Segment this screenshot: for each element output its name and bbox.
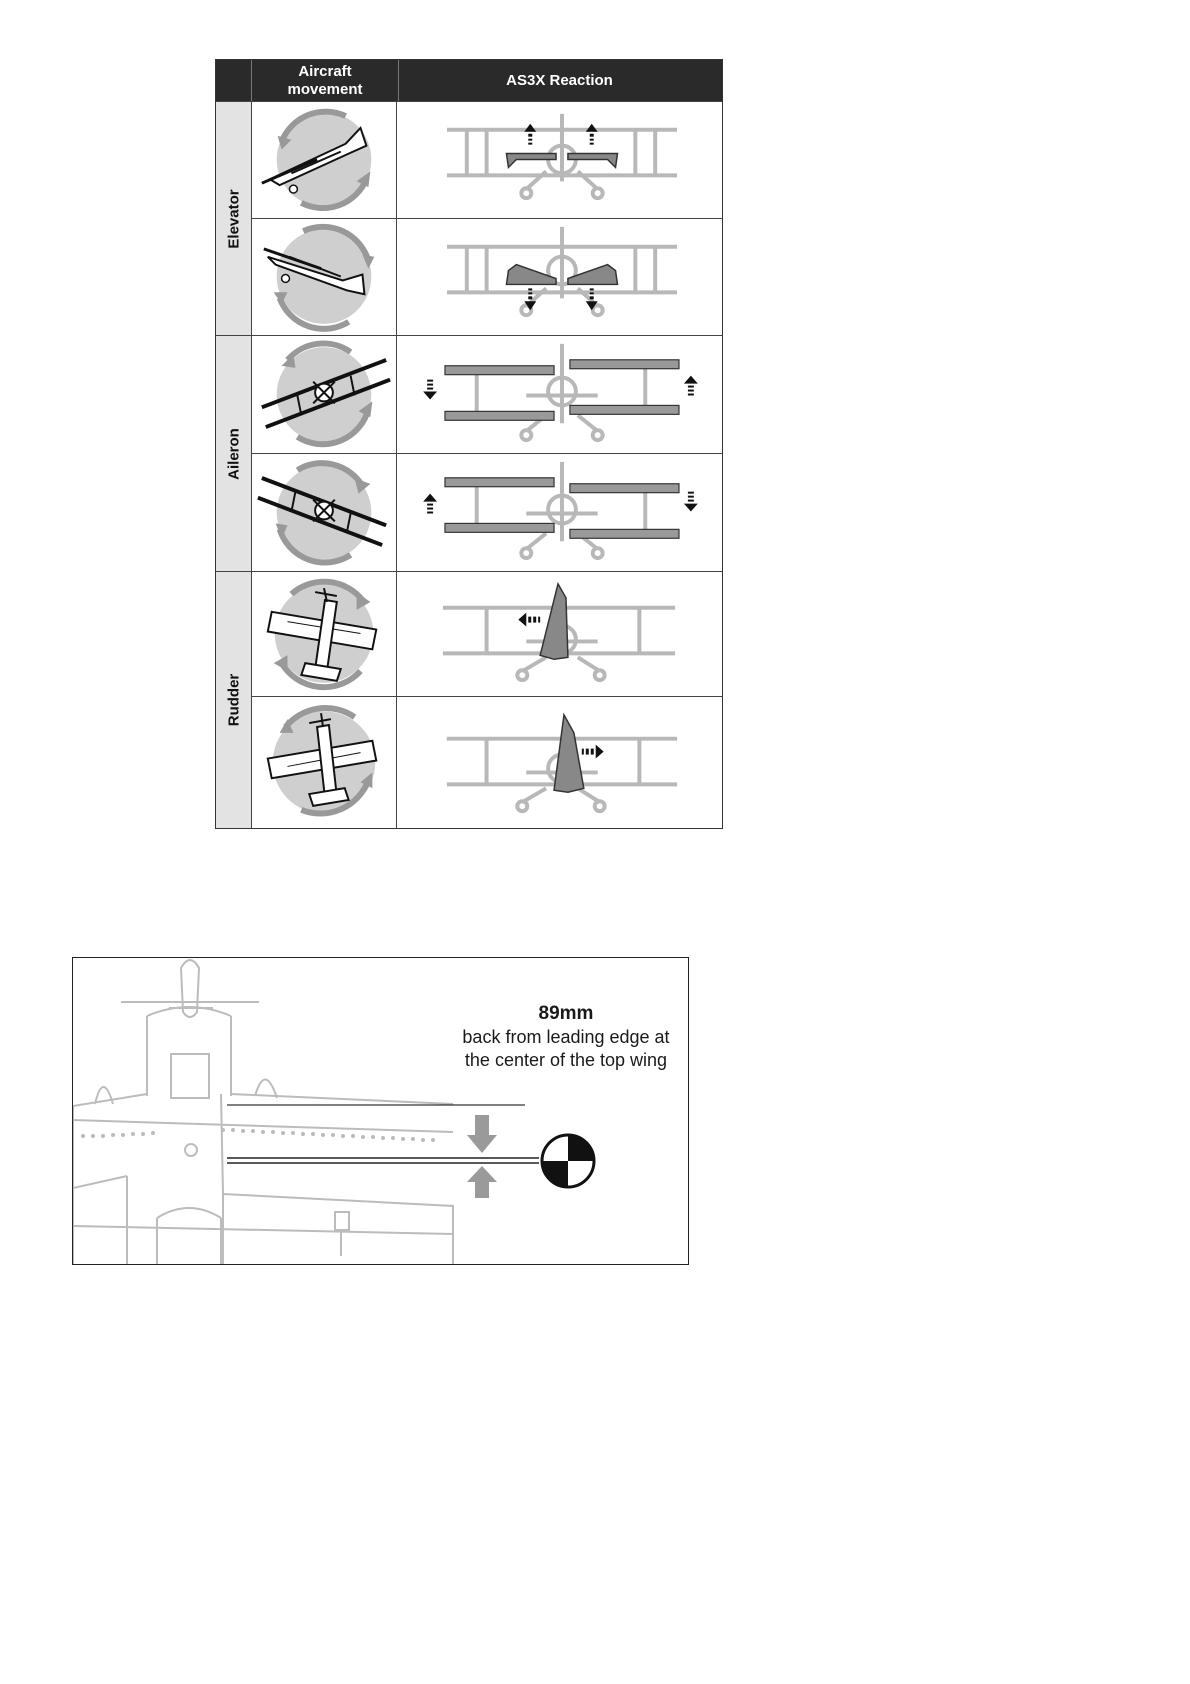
reaction-illustration [397,572,722,696]
cg-description-line2: the center of the top wing [464,1050,668,1070]
header-movement-line1: Aircraft [298,62,352,80]
table-row [251,453,722,571]
pitch-down-icon [252,219,396,335]
table-row [251,101,722,218]
group-label-elevator: Elevator [225,188,242,249]
roll-right-icon [252,336,396,453]
group-elevator [216,101,251,335]
table-row [251,218,722,335]
header-movement-line2: movement [287,80,363,98]
movement-illustration [251,336,397,453]
movement-illustration [251,102,397,218]
cg-description-line1: back from leading edge at [462,1027,670,1047]
roll-left-icon [252,454,396,571]
reaction-illustration [397,697,722,828]
pitch-up-icon [252,102,396,218]
aileron-left-reaction-icon [397,454,722,571]
elevator-down-reaction-icon [397,219,722,335]
movement-illustration [251,572,397,696]
reaction-illustration [397,219,722,335]
rudder-left-reaction-icon [397,572,722,696]
aileron-right-reaction-icon [397,336,722,453]
group-rudder [216,571,251,828]
as3x-reaction-table [215,59,723,829]
reaction-illustration [397,454,722,571]
rudder-right-reaction-icon [397,697,722,828]
center-of-gravity-figure [72,957,689,1265]
movement-illustration [251,219,397,335]
reaction-illustration [397,336,722,453]
group-label-rudder: Rudder [225,673,242,727]
group-label-aileron: Aileron [225,427,242,480]
yaw-left-icon [252,697,396,828]
table-header [216,60,722,101]
table-row [251,335,722,453]
cg-target-icon [542,1135,594,1187]
reaction-illustration [397,102,722,218]
table-row [251,696,722,828]
elevator-up-reaction-icon [397,102,722,218]
movement-illustration [251,697,397,828]
yaw-right-icon [252,572,396,696]
header-aircraft-movement [251,60,399,101]
group-aileron [216,335,251,571]
table-row [251,571,722,696]
cg-distance-value: 89mm [538,1003,594,1024]
cg-callout [451,1002,681,1072]
movement-illustration [251,454,397,571]
header-as3x-reaction: AS3X Reaction [506,72,613,89]
